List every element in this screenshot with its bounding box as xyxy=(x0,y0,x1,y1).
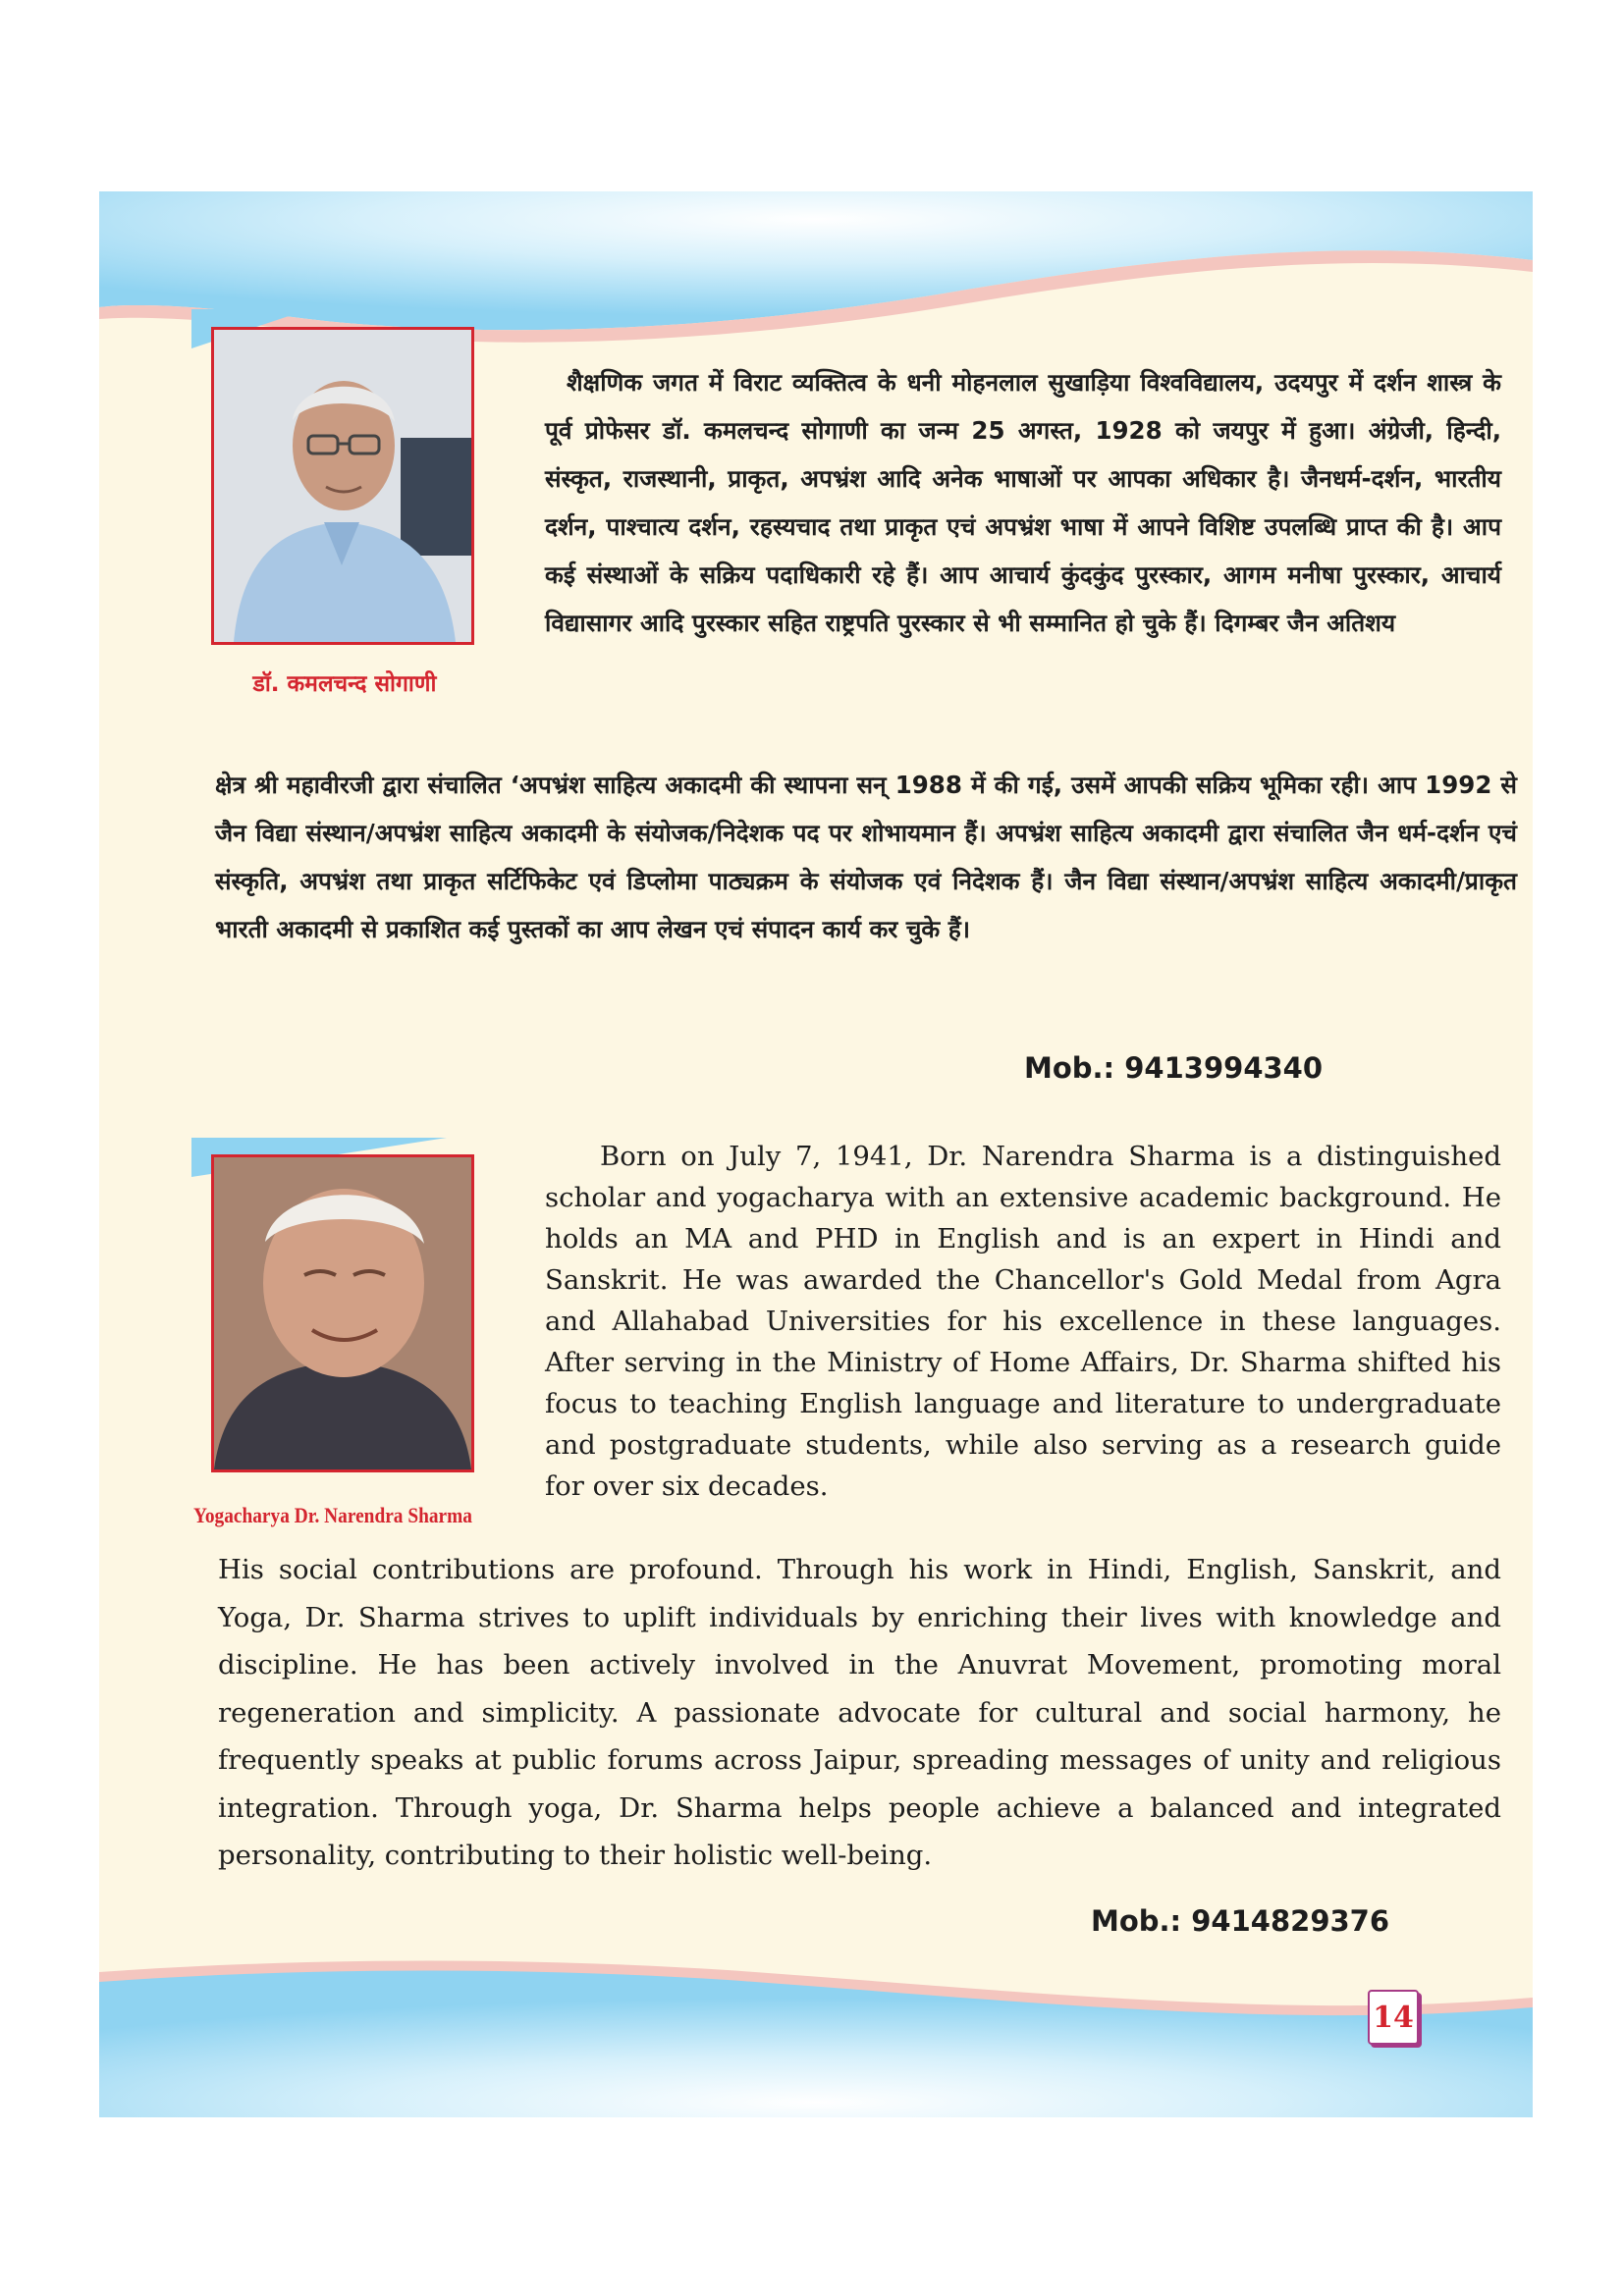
photo2-caption: Yogacharya Dr. Narendra Sharma xyxy=(193,1503,472,1527)
top-decorative-band xyxy=(99,191,1533,348)
portrait-photo-sogani xyxy=(211,327,474,645)
profile1-paragraph-bottom: क्षेत्र श्री महावीरजी द्वारा संचालित ‘अपभ्रंश साहित्य अकादमी की स्थापना सन् 1988 में की गई, उसमें आपकी सक्रिय भूमिका रही। आप 1992 से जैन विद्या संस्थान/अपभ्रंश साहित्य अकादमी के संयोजक/निदेशक पद पर शोभायमान हैं। अपभ्रंश साहित्य अकादमी द्वारा संचालित जैन धर्म-दर्शन एचं संस्कृति, अपभ्रंश तथा प्राकृत सर्टिफिकेट एवं डिप्लोमा पाठ्यक्रम के संयोजक एवं निदेशक हैं। जैन विद्या संस्थान/अपभ्रंश साहित्य अकादमी/प्राकृत भारती अकादमी से प्रकाशित कई पुस्तकों का आप लेखन एचं संपादन कार्य कर चुके हैं। xyxy=(215,771,1517,943)
page-number-box xyxy=(1368,1990,1419,2045)
photo1-caption: डॉ. कमलचन्द सोगाणी xyxy=(252,671,437,697)
portrait-photo-narendra-sharma xyxy=(211,1154,474,1472)
bottom-decorative-band xyxy=(99,1950,1533,2117)
profile2-paragraph-bottom: His social contributions are profound. Through his work in Hindi, English, Sanskrit, and Yoga, Dr. Sharma strives to uplift individuals by enriching their lives with knowledge and discipline. He has been actively involved in the Anuvrat Movement, promoting moral regeneration and simplicity. A passionate advocate for cultural and social harmony, he frequently speaks at public forums across Jaipur, spreading messages of unity and religious integration. Through yoga, Dr. Sharma helps people achieve a balanced and integrated personality, contributing to their holistic well-being. xyxy=(218,1554,1501,1871)
page-number: 14 xyxy=(1373,2000,1414,2035)
page-panel xyxy=(99,191,1533,2117)
profile2-paragraph-top: Born on July 7, 1941, Dr. Narendra Sharma is a distinguished scholar and yogacharya with an extensive academic background. He holds an MA and PHD in English and is an expert in Hindi and Sanskrit. He was awarded the Chancellor's Gold Medal from Agra and Allahabad Universities for his excellence in these languages. After serving in the Ministry of Home Affairs, Dr. Sharma shifted his focus to teaching English language and literature to undergraduate and postgraduate students, while also serving as a research guide for over six decades. xyxy=(545,1141,1501,1502)
profile1-mobile-number: Mob.: 9413994340 xyxy=(1024,1051,1324,1085)
profile2-mobile-number: Mob.: 9414829376 xyxy=(1091,1904,1390,1938)
profile1-paragraph-top: शैक्षणिक जगत में विराट व्यक्तित्व के धनी मोहनलाल सुखाड़िया विश्वविद्यालय, उदयपुर में दर्शन शास्त्र के पूर्व प्रोफेसर डॉ. कमलचन्द सोगाणी का जन्म 25 अगस्त, 1928 को जयपुर में हुआ। अंग्रेजी, हिन्दी, संस्कृत, राजस्थानी, प्राकृत, अपभ्रंश आदि अनेक भाषाओं पर आपका अधिकार है। जैनधर्म-दर्शन, भारतीय दर्शन, पाश्चात्य दर्शन, रहस्यचाद तथा प्राकृत एचं अपभ्रंश भाषा में आपने विशिष्ट उपलब्धि प्राप्त की है। आप कई संस्थाओं के सक्रिय पदाधिकारी रहे हैं। आप आचार्य कुंदकुंद पुरस्कार, आगम मनीषा पुरस्कार, आचार्य विद्यासागर आदि पुरस्कार सहित राष्ट्रपति पुरस्कार से भी सम्मानित हो चुके हैं। दिगम्बर जैन अतिशय xyxy=(545,368,1501,637)
